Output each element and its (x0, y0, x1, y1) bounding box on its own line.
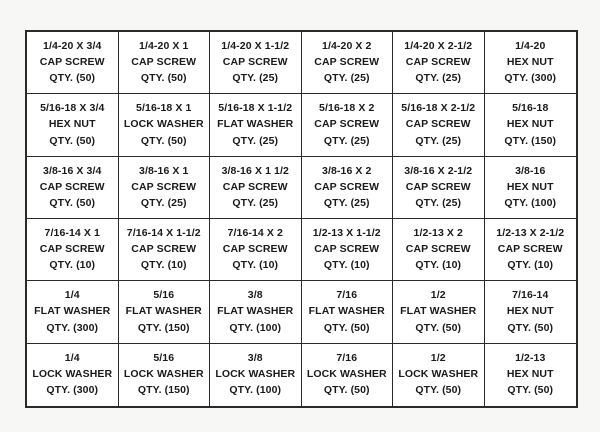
label-size: 7/16 (336, 352, 358, 365)
label-size: 1/2 (430, 352, 446, 365)
label-cell (393, 32, 485, 94)
label-part: CAP SCREW (314, 118, 380, 131)
label-cell (393, 157, 485, 219)
label-part: HEX NUT (506, 56, 554, 69)
label-part: CAP SCREW (222, 243, 288, 256)
label-size: 5/16-18 X 2-1/2 (401, 102, 476, 115)
label-cell (27, 32, 119, 94)
label-size: 1/4-20 (515, 39, 546, 52)
label-part: CAP SCREW (314, 180, 380, 193)
label-size: 3/8-16 X 1 1/2 (221, 164, 289, 177)
label-part: CAP SCREW (497, 243, 563, 256)
label-cell (210, 157, 302, 219)
label-part: LOCK WASHER (32, 368, 113, 381)
label-qty: QTY. (25) (232, 134, 279, 147)
label-size: 1/2-13 X 1-1/2 (312, 226, 381, 239)
label-qty: QTY. (25) (323, 134, 370, 147)
label-part: FLAT WASHER (308, 305, 385, 318)
label-cell (27, 94, 119, 156)
label-cell (393, 344, 485, 406)
label-size: 1/4-20 X 1-1/2 (221, 39, 290, 52)
label-part: HEX NUT (506, 368, 554, 381)
label-qty: QTY. (25) (415, 196, 462, 209)
label-size: 5/16 (153, 289, 175, 302)
label-cell (393, 281, 485, 343)
label-size: 5/16-18 X 3/4 (40, 102, 105, 115)
label-part: FLAT WASHER (125, 305, 202, 318)
label-qty: QTY. (150) (137, 384, 190, 397)
label-qty: QTY. (300) (504, 72, 557, 85)
label-qty: QTY. (10) (323, 259, 370, 272)
label-qty: QTY. (100) (229, 384, 282, 397)
label-cell (119, 94, 211, 156)
label-part: FLAT WASHER (34, 305, 111, 318)
label-qty: QTY. (25) (232, 72, 279, 85)
label-cell (119, 344, 211, 406)
label-size: 1/4 (64, 352, 80, 365)
label-size: 7/16-14 (512, 289, 549, 302)
label-qty: QTY. (25) (140, 196, 187, 209)
label-qty: QTY. (50) (140, 134, 187, 147)
label-part: CAP SCREW (314, 243, 380, 256)
label-part: CAP SCREW (131, 56, 197, 69)
label-part: FLAT WASHER (217, 305, 294, 318)
label-cell (485, 157, 577, 219)
label-cell (485, 94, 577, 156)
label-part: CAP SCREW (39, 243, 105, 256)
label-cell (302, 94, 394, 156)
label-qty: QTY. (25) (415, 134, 462, 147)
label-part: CAP SCREW (222, 56, 288, 69)
label-size: 1/4 (64, 289, 80, 302)
label-qty: QTY. (50) (507, 384, 554, 397)
label-part: FLAT WASHER (400, 305, 477, 318)
label-part: CAP SCREW (39, 56, 105, 69)
label-size: 3/8-16 X 2-1/2 (404, 164, 473, 177)
label-cell (210, 32, 302, 94)
label-part: CAP SCREW (131, 243, 197, 256)
label-qty: QTY. (100) (504, 196, 557, 209)
label-size: 3/8 (247, 289, 263, 302)
label-part: HEX NUT (506, 180, 554, 193)
label-cell (393, 219, 485, 281)
label-part: LOCK WASHER (123, 368, 204, 381)
label-qty: QTY. (50) (323, 321, 370, 334)
label-qty: QTY. (150) (137, 321, 190, 334)
label-size: 3/8 (247, 352, 263, 365)
label-qty: QTY. (50) (49, 196, 96, 209)
label-cell (27, 219, 119, 281)
label-cell (485, 281, 577, 343)
label-qty: QTY. (25) (232, 196, 279, 209)
label-size: 5/16-18 (512, 102, 549, 115)
label-part: CAP SCREW (405, 56, 471, 69)
label-qty: QTY. (10) (232, 259, 279, 272)
label-part: CAP SCREW (222, 180, 288, 193)
label-part: LOCK WASHER (306, 368, 387, 381)
label-cell (119, 157, 211, 219)
label-qty: QTY. (10) (507, 259, 554, 272)
label-cell (302, 157, 394, 219)
label-qty: QTY. (25) (415, 72, 462, 85)
label-size: 1/2-13 (515, 352, 546, 365)
label-cell (302, 344, 394, 406)
label-cell (27, 157, 119, 219)
label-cell (119, 219, 211, 281)
label-qty: QTY. (50) (49, 72, 96, 85)
label-part: CAP SCREW (405, 118, 471, 131)
label-qty: QTY. (50) (140, 72, 187, 85)
label-size: 5/16-18 X 1-1/2 (218, 102, 293, 115)
label-size: 1/2-13 X 2 (413, 226, 463, 239)
label-part: LOCK WASHER (215, 368, 296, 381)
label-part: CAP SCREW (131, 180, 197, 193)
label-cell (119, 32, 211, 94)
label-size: 7/16 (336, 289, 358, 302)
label-size: 1/4-20 X 2 (322, 39, 372, 52)
label-part: HEX NUT (506, 305, 554, 318)
label-qty: QTY. (50) (415, 384, 462, 397)
label-part: HEX NUT (506, 118, 554, 131)
label-qty: QTY. (300) (46, 321, 99, 334)
label-cell (302, 32, 394, 94)
label-part: LOCK WASHER (123, 118, 204, 131)
label-part: CAP SCREW (405, 180, 471, 193)
label-size: 7/16-14 X 1-1/2 (126, 226, 201, 239)
label-cell (393, 94, 485, 156)
label-size: 5/16 (153, 352, 175, 365)
label-size: 1/4-20 X 3/4 (43, 39, 102, 52)
label-size: 7/16-14 X 2 (227, 226, 283, 239)
label-cell (27, 344, 119, 406)
label-qty: QTY. (50) (415, 321, 462, 334)
label-part: LOCK WASHER (398, 368, 479, 381)
label-size: 1/2 (430, 289, 446, 302)
label-cell (210, 281, 302, 343)
label-size: 1/4-20 X 2-1/2 (404, 39, 473, 52)
label-cell (27, 281, 119, 343)
label-cell (302, 219, 394, 281)
label-cell (210, 94, 302, 156)
label-cell (485, 219, 577, 281)
label-cell (210, 219, 302, 281)
label-qty: QTY. (300) (46, 384, 99, 397)
label-qty: QTY. (10) (49, 259, 96, 272)
label-size: 3/8-16 X 1 (139, 164, 189, 177)
label-part: CAP SCREW (405, 243, 471, 256)
label-qty: QTY. (50) (49, 134, 96, 147)
label-cell (119, 281, 211, 343)
label-size: 7/16-14 X 1 (44, 226, 100, 239)
label-size: 5/16-18 X 1 (136, 102, 192, 115)
label-part: FLAT WASHER (217, 118, 294, 131)
label-part: CAP SCREW (39, 180, 105, 193)
label-part: HEX NUT (48, 118, 96, 131)
label-qty: QTY. (25) (323, 196, 370, 209)
label-size: 3/8-16 (515, 164, 546, 177)
label-size: 3/8-16 X 2 (322, 164, 372, 177)
label-qty: QTY. (25) (323, 72, 370, 85)
label-size: 5/16-18 X 2 (319, 102, 375, 115)
label-qty: QTY. (10) (415, 259, 462, 272)
label-cell (485, 344, 577, 406)
label-cell (485, 32, 577, 94)
label-qty: QTY. (50) (507, 321, 554, 334)
label-cell (302, 281, 394, 343)
label-part: CAP SCREW (314, 56, 380, 69)
hardware-label-grid (25, 30, 578, 408)
label-qty: QTY. (150) (504, 134, 557, 147)
label-qty: QTY. (10) (140, 259, 187, 272)
label-qty: QTY. (50) (323, 384, 370, 397)
label-size: 1/2-13 X 2-1/2 (496, 226, 565, 239)
label-size: 3/8-16 X 3/4 (43, 164, 102, 177)
label-size: 1/4-20 X 1 (139, 39, 189, 52)
label-cell (210, 344, 302, 406)
label-qty: QTY. (100) (229, 321, 282, 334)
